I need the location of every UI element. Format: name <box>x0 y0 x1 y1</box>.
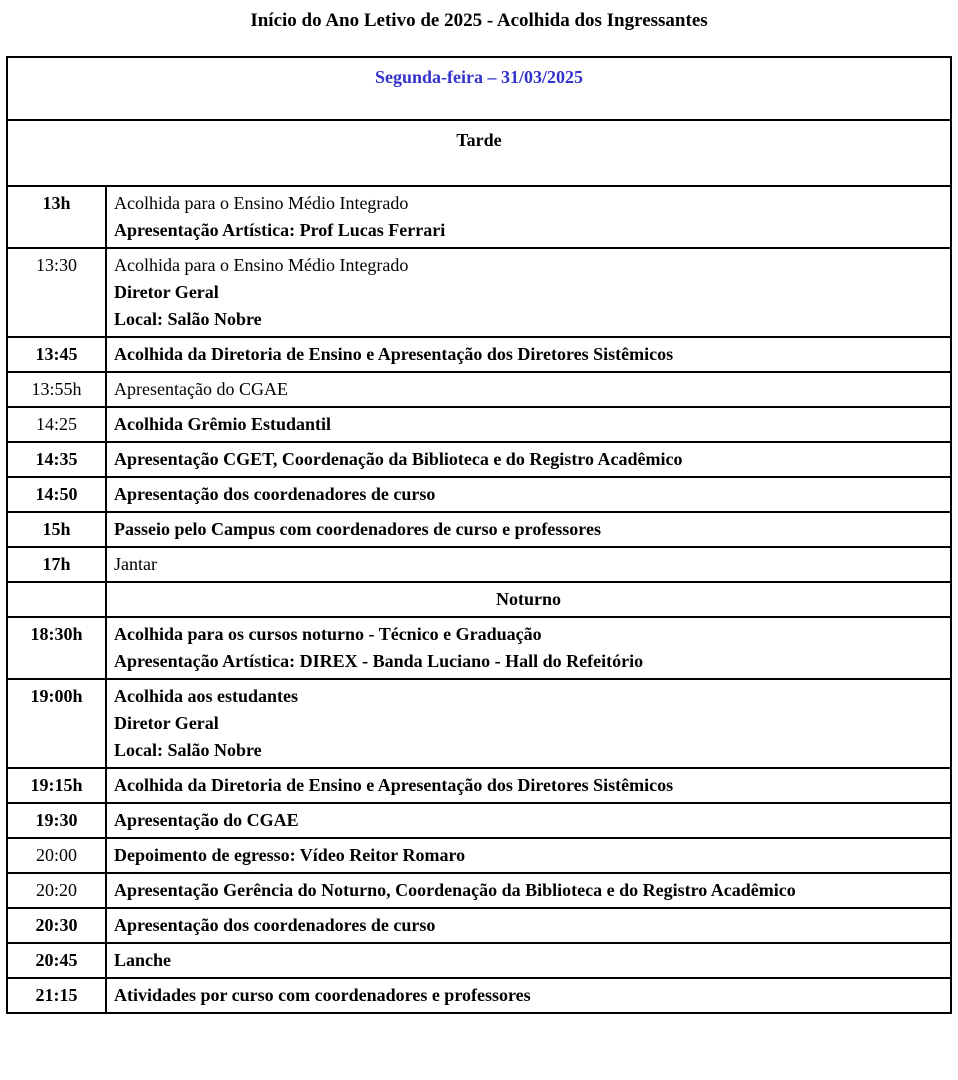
schedule-table <box>6 56 952 1014</box>
time-cell: 20:30 <box>7 908 106 943</box>
activity-line: Apresentação do CGAE <box>114 379 288 399</box>
event-row <box>7 978 951 1013</box>
event-row <box>7 248 951 337</box>
activity-line: Acolhida da Diretoria de Ensino e Apresentação dos Diretores Sistêmicos <box>114 344 674 364</box>
activity-line: Diretor Geral <box>114 282 219 302</box>
time-cell: 13:30 <box>7 248 106 337</box>
activity-cell <box>106 248 951 337</box>
time-cell: 20:45 <box>7 943 106 978</box>
time-cell: 20:00 <box>7 838 106 873</box>
time-cell-empty <box>7 582 106 617</box>
time-cell: 21:15 <box>7 978 106 1013</box>
activity-cell <box>106 186 951 248</box>
activity-line: Apresentação dos coordenadores de curso <box>114 484 436 504</box>
activity-line: Apresentação CGET, Coordenação da Biblioteca e do Registro Acadêmico <box>114 449 683 469</box>
time-cell: 14:25 <box>7 407 106 442</box>
activity-cell <box>106 337 951 372</box>
activity-line: Acolhida para os cursos noturno - Técnico e Graduação <box>114 624 542 644</box>
activity-cell <box>106 617 951 679</box>
event-row <box>7 838 951 873</box>
event-row <box>7 407 951 442</box>
activity-cell <box>106 372 951 407</box>
event-row <box>7 943 951 978</box>
activity-line: Apresentação do CGAE <box>114 810 299 830</box>
time-cell: 18:30h <box>7 617 106 679</box>
time-cell: 20:20 <box>7 873 106 908</box>
event-row <box>7 186 951 248</box>
time-cell: 13:45 <box>7 337 106 372</box>
time-cell: 17h <box>7 547 106 582</box>
event-row <box>7 873 951 908</box>
page-title: Início do Ano Letivo de 2025 - Acolhida dos Ingressantes <box>250 10 708 31</box>
event-row <box>7 768 951 803</box>
activity-line: Apresentação Gerência do Noturno, Coordenação da Biblioteca e do Registro Acadêmico <box>114 880 796 900</box>
activity-cell <box>106 873 951 908</box>
activity-cell <box>106 803 951 838</box>
section-row <box>7 120 951 186</box>
activity-cell <box>106 477 951 512</box>
activity-line: Depoimento de egresso: Vídeo Reitor Romaro <box>114 845 466 865</box>
time-cell: 14:50 <box>7 477 106 512</box>
activity-line: Apresentação Artística: DIREX - Banda Luciano - Hall do Refeitório <box>114 651 644 671</box>
activity-line: Local: Salão Nobre <box>114 309 262 329</box>
activity-cell <box>106 442 951 477</box>
activity-line: Apresentação dos coordenadores de curso <box>114 915 436 935</box>
event-row <box>7 908 951 943</box>
time-cell: 15h <box>7 512 106 547</box>
section-row <box>7 582 951 617</box>
activity-line: Lanche <box>114 950 172 970</box>
activity-line: Acolhida para o Ensino Médio Integrado <box>114 193 409 213</box>
time-cell: 13:55h <box>7 372 106 407</box>
event-row <box>7 679 951 768</box>
activity-cell <box>106 512 951 547</box>
activity-cell <box>106 908 951 943</box>
time-cell: 19:30 <box>7 803 106 838</box>
event-row <box>7 337 951 372</box>
activity-cell <box>106 407 951 442</box>
section-label: Tarde <box>7 120 951 186</box>
event-row <box>7 803 951 838</box>
activity-cell <box>106 838 951 873</box>
activity-cell <box>106 679 951 768</box>
activity-line: Diretor Geral <box>114 713 219 733</box>
activity-line: Passeio pelo Campus com coordenadores de curso e professores <box>114 519 601 539</box>
day-header-cell: Segunda-feira – 31/03/2025 <box>7 57 951 120</box>
activity-line: Local: Salão Nobre <box>114 740 262 760</box>
event-row <box>7 372 951 407</box>
activity-cell <box>106 768 951 803</box>
activity-cell <box>106 943 951 978</box>
activity-cell <box>106 547 951 582</box>
day-header-row <box>7 57 951 120</box>
event-row <box>7 477 951 512</box>
section-label: Noturno <box>106 582 951 617</box>
activity-line: Acolhida para o Ensino Médio Integrado <box>114 255 409 275</box>
activity-line: Acolhida da Diretoria de Ensino e Apresentação dos Diretores Sistêmicos <box>114 775 674 795</box>
time-cell: 19:15h <box>7 768 106 803</box>
activity-line: Atividades por curso com coordenadores e professores <box>114 985 531 1005</box>
event-row <box>7 512 951 547</box>
time-cell: 13h <box>7 186 106 248</box>
time-cell: 14:35 <box>7 442 106 477</box>
event-row <box>7 547 951 582</box>
event-row <box>7 442 951 477</box>
activity-cell <box>106 978 951 1013</box>
activity-line: Acolhida aos estudantes <box>114 686 299 706</box>
event-row <box>7 617 951 679</box>
activity-line: Apresentação Artística: Prof Lucas Ferrari <box>114 220 446 240</box>
activity-line: Acolhida Grêmio Estudantil <box>114 414 332 434</box>
activity-line: Jantar <box>114 554 157 574</box>
time-cell: 19:00h <box>7 679 106 768</box>
